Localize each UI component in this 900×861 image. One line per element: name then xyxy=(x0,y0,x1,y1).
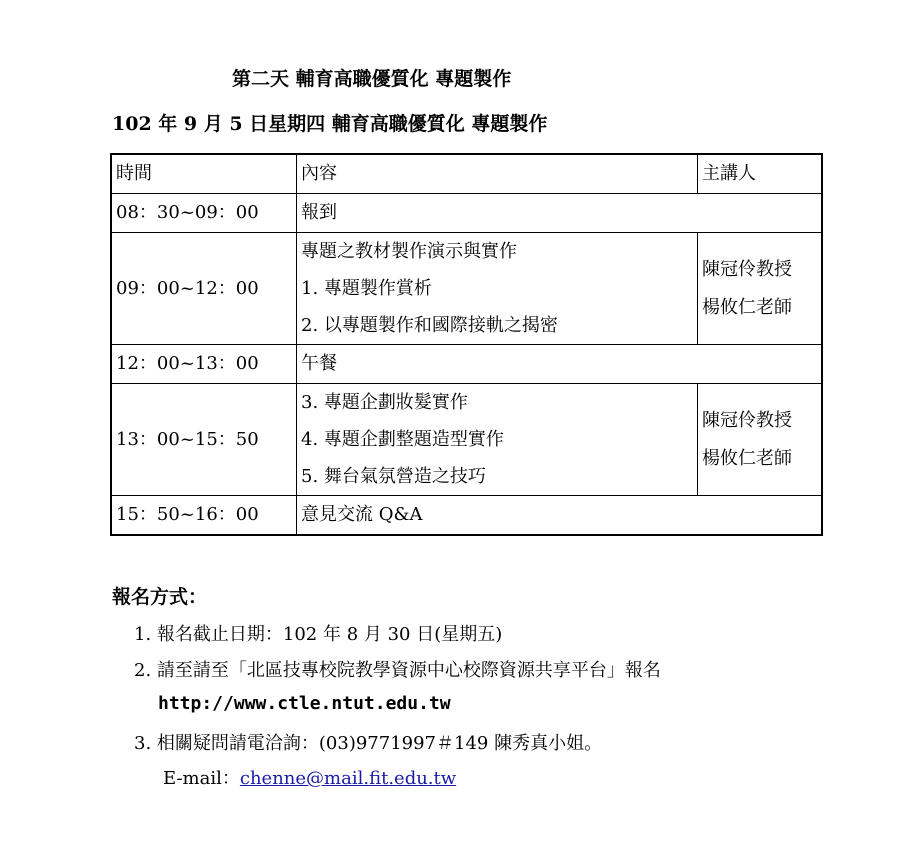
content-line: 5. 舞台氣氛營造之技巧 xyxy=(301,466,486,487)
content-line: 3. 專題企劃妝髮實作 xyxy=(301,392,468,413)
time-cell: 15：50~16：00 xyxy=(111,496,297,536)
content-cell xyxy=(297,233,698,345)
speaker-cell xyxy=(698,233,823,345)
speaker-name: 楊攸仁老師 xyxy=(702,447,792,469)
speaker-name: 楊攸仁老師 xyxy=(702,296,792,318)
speaker-cell xyxy=(698,384,823,496)
table-row xyxy=(111,233,822,345)
page-title: 第二天 輔育高職優質化 專題製作 xyxy=(232,68,512,90)
registration-url[interactable]: http://www.ctle.ntut.edu.tw xyxy=(158,693,451,714)
registration-title: 報名方式： xyxy=(112,586,208,608)
header-content: 內容 xyxy=(297,154,698,194)
time-cell: 08：30~09：00 xyxy=(111,194,297,233)
table-row xyxy=(111,194,822,233)
speaker-name: 陳冠伶教授 xyxy=(702,409,792,431)
content-line: 2. 以專題製作和國際接軌之揭密 xyxy=(301,315,558,336)
content-cell: 午餐 xyxy=(297,345,823,384)
schedule-table xyxy=(110,153,823,536)
registration-instructions: 2. 請至請至「北區技專校院教學資源中心校際資源共享平台」報名 xyxy=(134,660,661,681)
table-row xyxy=(111,384,822,496)
content-cell: 報到 xyxy=(297,194,823,233)
email-label: E-mail： xyxy=(163,768,240,789)
registration-deadline: 1. 報名截止日期：102 年 8 月 30 日(星期五) xyxy=(134,624,503,645)
contact-info: 3. 相關疑問請電洽詢：(03)9771997＃149 陳秀真小姐。 xyxy=(134,733,603,754)
speaker-name: 陳冠伶教授 xyxy=(702,258,792,280)
content-line: 1. 專題製作賞析 xyxy=(301,278,432,299)
email-line xyxy=(163,764,456,790)
table-row xyxy=(111,496,822,536)
content-line: 專題之教材製作演示與實作 xyxy=(301,241,517,262)
header-time: 時間 xyxy=(111,154,297,194)
content-line: 4. 專題企劃整題造型實作 xyxy=(301,429,504,450)
content-cell xyxy=(297,384,698,496)
time-cell: 12：00~13：00 xyxy=(111,345,297,384)
content-cell: 意見交流 Q&A xyxy=(297,496,823,536)
table-header-row xyxy=(111,154,822,194)
header-speaker: 主講人 xyxy=(698,154,823,194)
email-link[interactable]: chenne@mail.fit.edu.tw xyxy=(239,768,457,789)
time-cell: 09：00~12：00 xyxy=(111,233,297,345)
time-cell: 13：00~15：50 xyxy=(111,384,297,496)
table-row xyxy=(111,345,822,384)
page-subtitle: 102 年 9 月 5 日星期四 輔育高職優質化 專題製作 xyxy=(112,113,548,135)
